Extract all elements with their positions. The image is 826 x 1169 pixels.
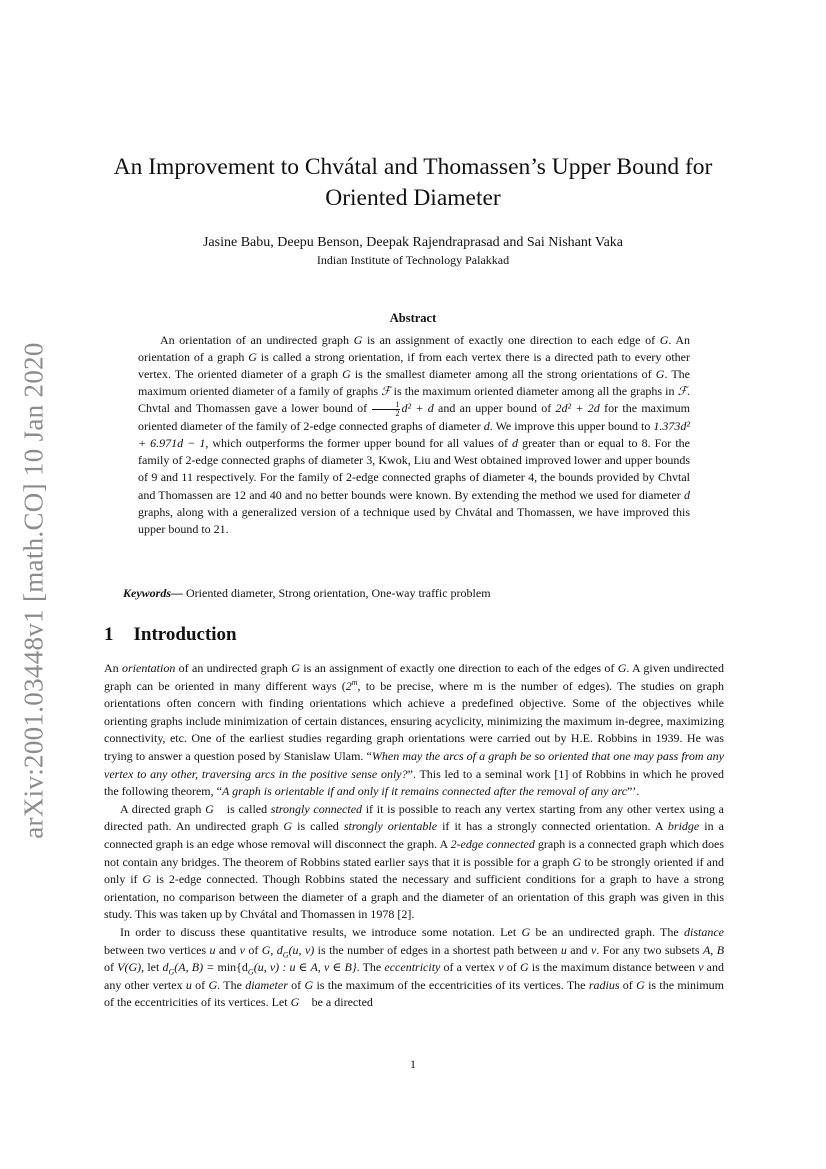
math-symbol: G (291, 661, 300, 675)
abstract-paragraph (138, 332, 690, 538)
section-number: 1 (104, 624, 114, 645)
paragraph-text: In order to discuss these quantitative results, we introduce some notation. Let (120, 924, 522, 939)
intro-paragraph-1 (104, 660, 724, 801)
math-symbol: d (276, 942, 283, 957)
paragraph-text: graph is a connected graph which does not contain any bridges. The theorem of Robbins stated earlier says that it is possible for a graph (104, 836, 725, 869)
intro-paragraph-3 (104, 924, 724, 1012)
paragraph-text: to be strongly oriented if and only if (104, 854, 724, 887)
math-symbol: G (519, 960, 529, 975)
math-symbol: d (483, 419, 490, 434)
paragraph-text: if it has a strongly connected orientation. A (437, 819, 668, 834)
arxiv-identifier (10, 300, 58, 880)
paragraph-text: of (191, 977, 209, 992)
abstract-text: is called a strong orientation, if from each vertex there is a directed path to every other vertex. The oriented diameter of a graph (138, 350, 690, 382)
math-symbol: ℱ (677, 384, 687, 399)
math-symbol: ℱ (381, 384, 391, 399)
abstract-text: is an assignment of exactly one direction to each edge of (362, 333, 660, 347)
abstract-text: greater than or equal to 8. For the family of 2-edge connected graphs of diameter 3, Kwok, Liu and West obtained improved lower and upper bounds of 9 and 11 respectively. For the family of 2-edge connected graphs of diameter 4, the bounds provided by Chvtal and Thomassen are 12 and 40 and no better bounds were known. By extending the method we used for diameter (138, 436, 690, 502)
math-expression: d² + d (401, 401, 434, 416)
math-symbol: (A, B) = (174, 960, 218, 975)
arxiv-identifier-text: arXiv:2001.03448v1 [math.CO] 10 Jan 2020 (18, 341, 49, 839)
math-symbol: d (684, 487, 690, 502)
paragraph-text: , (710, 942, 717, 957)
math-symbol: u (185, 977, 192, 992)
abstract-text: . Chvtal and Thomassen gave a lower bound of (138, 384, 690, 416)
paragraph-text: , (270, 942, 277, 957)
math-symbol: G⃗ (205, 801, 224, 816)
emphasis-text: eccentricity (384, 960, 441, 975)
math-symbol: 2 (345, 678, 352, 693)
paragraph-text: be an undirected graph. The (530, 924, 684, 939)
paragraph-text: ”. This led to a seminal work [1] of Robbins in which he proved the following theorem, “ (104, 766, 724, 799)
paragraph-text: and (215, 942, 240, 957)
paragraph-text: in a connected graph is an edge whose removal will disconnect the graph. A (104, 819, 724, 851)
math-symbol: G (655, 367, 665, 382)
intro-paragraph-2 (104, 801, 724, 924)
math-expression: 1.373d² + 6.971d − 1 (138, 419, 690, 451)
math-symbol: (u, v) : u ∈ A, v ∈ B} (253, 960, 357, 975)
paragraph-text: is the maximum distance between (528, 960, 699, 975)
math-symbol: G (248, 350, 257, 365)
paragraph-text: of an undirected graph (175, 661, 292, 675)
math-symbol: G (572, 854, 582, 869)
math-symbol: G (617, 661, 627, 675)
abstract-text: , which outperforms the former upper bound for all values of (205, 436, 513, 451)
paragraph-text: is called (292, 819, 344, 834)
paragraph-text: of (287, 977, 305, 992)
math-expression: 2d² + 2d (555, 401, 600, 416)
paragraph-text: is called (223, 801, 271, 816)
math-symbol: d (512, 436, 519, 451)
paragraph-text: G (168, 967, 175, 977)
paper-title (80, 152, 746, 214)
math-symbol: v (239, 942, 245, 957)
section-heading (104, 624, 237, 646)
paragraph-text: of (503, 960, 520, 975)
math-symbol: v (590, 942, 597, 957)
math-symbol: G (342, 367, 351, 382)
abstract-text: . We improve this upper bound to (489, 419, 654, 434)
math-symbol: G (283, 819, 293, 834)
math-symbol: v (698, 960, 704, 975)
abstract-text: for the maximum oriented diameter of the family of 2-edge connected graphs of diameter (138, 401, 690, 434)
keywords-text: Oriented diameter, Strong orientation, One-way traffic problem (183, 586, 491, 600)
emphasis-text: A graph is orientable if and only if it remains connected after the removal of any arc (221, 784, 628, 799)
paragraph-text: and any other vertex (104, 960, 725, 992)
abstract-text: . The maximum oriented diameter of a family of graphs (138, 367, 690, 399)
math-symbol: V(G) (117, 960, 142, 975)
paragraph-text: . The (217, 977, 246, 992)
emphasis-text: distance (684, 924, 724, 939)
emphasis-text: bridge (667, 819, 700, 834)
paragraph-text: of (104, 960, 118, 975)
paragraph-text: is 2-edge connected. Though Robbins stated the necessary and sufficient conditions for a graph to have a strong orientation, no comparison between the diameter of a graph and the diameter of an orientation of this graph was given in this study. This was taken up by Chvátal and Thomassen in 1978 [2]. (104, 872, 724, 922)
emphasis-text: 2-edge connected (450, 836, 535, 851)
math-symbol: d (162, 960, 169, 975)
abstract-text: . An orientation of a graph (138, 333, 690, 365)
paragraph-text: is the number of edges in a shortest path between (314, 942, 561, 957)
abstract-text: is the smallest diameter among all the strong orientations of (350, 367, 656, 382)
paragraph-text: , to be precise, where m is the number of edges). The studies on graph orientations often concern with finding orientations which achieve a predefined objective. Some of the objectives while orienting graphs include minimization of certain distances, ensuring acyclicity, minimizing the maximum in-degree, maximizing connectivity, etc. One of the earliest studies regarding graph orientations were carried out by H.E. Robbins in 1939. He was trying to answer a question posed by Stanislaw Ulam. “ (104, 678, 724, 763)
keywords-label: Keywords— (123, 586, 183, 600)
emphasis-text: radius (588, 977, 620, 992)
affiliation: Indian Institute of Technology Palakkad (316, 253, 510, 267)
paragraph-text: . A given undirected graph can be oriented in many different ways ( (104, 661, 725, 693)
math-symbol: (u, v) (288, 942, 315, 957)
introduction-body (104, 660, 724, 1012)
author-list: Jasine Babu, Deepu Benson, Deepak Rajendraprasad and Sai Nishant Vaka (202, 235, 623, 250)
math-symbol: G (304, 977, 314, 992)
paragraph-text: A directed graph (120, 801, 206, 816)
paragraph-text: of a vertex (440, 960, 499, 975)
math-symbol: G⃗ (290, 995, 309, 1010)
abstract-text: and an upper bound of (433, 401, 556, 416)
paragraph-text: ”’. (627, 784, 640, 799)
paragraph-text: . For any two subsets (596, 942, 703, 957)
paragraph-text: m (351, 677, 358, 687)
title-line-1: An Improvement to Chvátal and Thomassen’s Upper Bound for (113, 154, 713, 180)
paragraph-text: , let (141, 960, 163, 975)
keywords (123, 585, 723, 601)
emphasis-text: strongly connected (270, 801, 363, 816)
emphasis-text: strongly orientable (343, 819, 438, 834)
abstract-text: An orientation of an undirected graph (160, 333, 354, 347)
math-symbol: G (142, 872, 152, 887)
paragraph-text: of (244, 942, 262, 957)
math-symbol: G (521, 924, 531, 939)
paragraph-text: is the maximum of the eccentricities of its vertices. The (313, 977, 589, 992)
paragraph-text: and (566, 942, 591, 957)
math-symbol: G (636, 977, 645, 992)
paragraph-text: G (282, 949, 289, 959)
emphasis-text: diameter (245, 977, 288, 992)
paragraph-text: An (104, 661, 122, 675)
emphasis-text: When may the arcs of a graph be so oriented that one may pass from any vertex to any other, traversing arcs in the positive sense only? (104, 748, 725, 781)
math-symbol: A (702, 942, 711, 957)
math-symbol: B (716, 942, 725, 957)
paragraph-text: if it is possible to reach any vertex starting from any other vertex using a directed path. An undirected graph (104, 801, 725, 834)
paragraph-text: between two vertices (104, 942, 210, 957)
math-symbol: v (498, 960, 504, 975)
title-line-2: Oriented Diameter (325, 185, 501, 211)
paragraph-text: is the minimum of the eccentricities of its vertices. Let (104, 977, 725, 1010)
paragraph-text: of (619, 977, 637, 992)
paragraph-text: is an assignment of exactly one direction to each of the edges of (299, 661, 618, 675)
math-symbol: u (560, 942, 567, 957)
paragraph-text: be a directed (308, 995, 373, 1010)
paragraph-text: G (247, 967, 254, 977)
math-symbol: G (208, 977, 218, 992)
paragraph-text: . The (356, 960, 385, 975)
abstract-text: is the maximum oriented diameter among all the graphs in (390, 384, 678, 399)
math-fraction: $\frac{1}{2}$ (372, 401, 400, 418)
section-title: Introduction (133, 624, 237, 645)
math-symbol: G (659, 333, 669, 347)
page-number: 1 (410, 1057, 416, 1071)
math-symbol: G (261, 942, 271, 957)
math-symbol: u (209, 942, 216, 957)
paragraph-text: min{d (217, 960, 248, 975)
abstract-text: graphs, along with a generalized version of a technique used by Chvátal and Thomassen, we have improved this upper bound to 21. (138, 504, 690, 536)
math-symbol: G (353, 333, 363, 347)
abstract-heading: Abstract (389, 311, 437, 325)
emphasis-text: orientation (122, 661, 176, 675)
